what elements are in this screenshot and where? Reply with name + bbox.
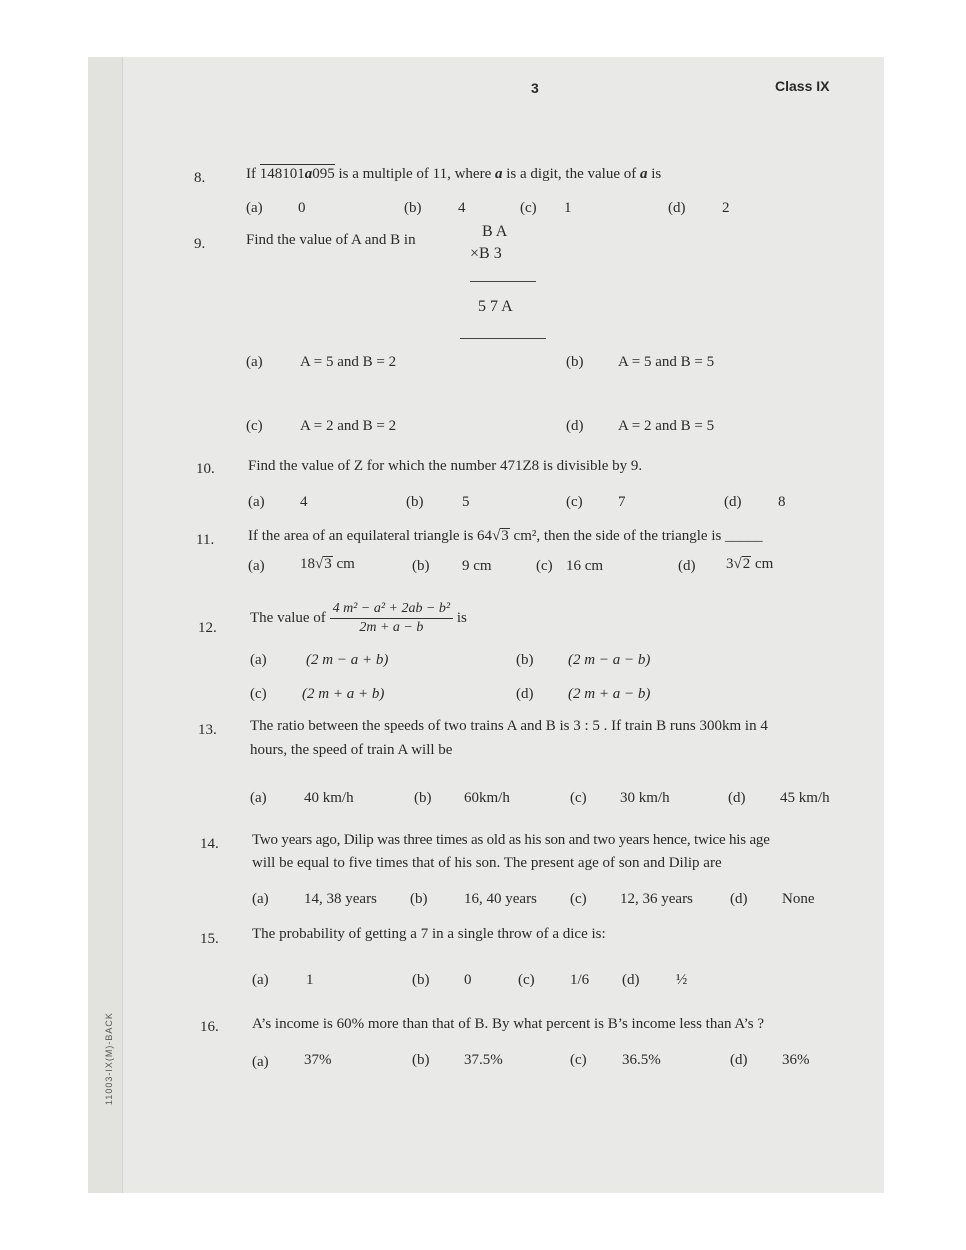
q13-option-d-label[interactable]: (d) <box>728 790 746 806</box>
q11-option-b-text: 9 cm <box>462 558 492 574</box>
q8-option-c-label[interactable]: (c) <box>520 200 537 216</box>
question-8-text <box>246 166 661 183</box>
q9-option-d-label[interactable]: (d) <box>566 418 584 434</box>
q12-option-c-label[interactable]: (c) <box>250 686 267 702</box>
q10-option-b-text: 5 <box>462 494 470 510</box>
q16-option-d-label[interactable]: (d) <box>730 1052 748 1068</box>
q12-fraction <box>330 601 454 636</box>
q16-option-b-label[interactable]: (b) <box>412 1052 430 1068</box>
question-14-number: 14. <box>200 836 219 852</box>
q8-option-d-text: 2 <box>722 200 730 216</box>
q8-option-b-label[interactable]: (b) <box>404 200 422 216</box>
q11-d-post: cm <box>751 556 774 572</box>
q13-option-a-text: 40 km/h <box>304 790 354 806</box>
q8-overline-digits: 148101 <box>259 166 305 182</box>
q9-option-b-label[interactable]: (b) <box>566 354 584 370</box>
q11-option-d-label[interactable]: (d) <box>678 558 696 574</box>
question-10-number: 10. <box>196 461 215 477</box>
q11-option-b-label[interactable]: (b) <box>412 558 430 574</box>
q13-option-d-text: 45 km/h <box>780 790 830 806</box>
q14-option-d-text: None <box>782 891 815 907</box>
q13-option-c-label[interactable]: (c) <box>570 790 587 806</box>
question-13-line-2: hours, the speed of train A will be <box>250 742 453 758</box>
q9-product: 5 7 A <box>478 298 513 315</box>
q8-text-end: is <box>647 166 662 182</box>
q9-option-c-text: A = 2 and B = 2 <box>300 418 397 434</box>
q12-option-d-label[interactable]: (d) <box>516 686 534 702</box>
question-16-text: A’s income is 60% more than that of B. By what percent is B’s income less than A’s ? <box>252 1016 765 1032</box>
q16-option-c-text: 36.5% <box>622 1052 661 1068</box>
q9-multiplicand: B A <box>482 223 508 240</box>
question-15-number: 15. <box>200 931 219 947</box>
q12-option-b-label[interactable]: (b) <box>516 652 534 668</box>
q9-option-d-text: A = 2 and B = 5 <box>618 418 715 434</box>
q14-option-c-text: 12, 36 years <box>620 891 693 907</box>
q11-option-c-label[interactable]: (c) <box>536 558 553 574</box>
q10-option-b-label[interactable]: (b) <box>406 494 424 510</box>
q12-option-b-text: (2 m − a − b) <box>568 652 651 668</box>
page-number: 3 <box>531 80 539 96</box>
q9-option-a-label[interactable]: (a) <box>246 354 263 370</box>
q9-rule-bottom <box>460 338 546 339</box>
question-14-line-2: will be equal to five times that of his son. The present age of son and Dilip are <box>252 855 722 871</box>
q15-option-d-label[interactable]: (d) <box>622 972 640 988</box>
q10-option-a-text: 4 <box>300 494 308 510</box>
q14-option-b-label[interactable]: (b) <box>410 891 428 907</box>
q10-option-a-label[interactable]: (a) <box>248 494 265 510</box>
q13-option-a-label[interactable]: (a) <box>250 790 267 806</box>
q15-option-a-text: 1 <box>306 972 314 988</box>
q12-denominator: 2m + a − b <box>359 620 424 635</box>
q8-text-post: is a digit, the value of <box>502 166 640 182</box>
q12-option-a-text: (2 m − a + b) <box>306 652 389 668</box>
q9-rule-top <box>470 281 536 282</box>
q8-option-a-text: 0 <box>298 200 306 216</box>
q11-d-root: 2 <box>742 556 751 572</box>
q15-option-a-label[interactable]: (a) <box>252 972 269 988</box>
q11-root-value: 3 <box>501 528 509 544</box>
q10-option-c-text: 7 <box>618 494 626 510</box>
q8-option-a-label[interactable]: (a) <box>246 200 263 216</box>
q13-option-c-text: 30 km/h <box>620 790 670 806</box>
question-16-number: 16. <box>200 1019 219 1035</box>
q14-option-c-label[interactable]: (c) <box>570 891 587 907</box>
q11-option-a-text: 18√3 cm <box>300 556 355 572</box>
q11-option-d-text: 3√2 cm <box>726 556 774 572</box>
question-11-number: 11. <box>196 532 215 548</box>
q11-a-pre: 18 <box>300 556 315 572</box>
q14-option-a-label[interactable]: (a) <box>252 891 269 907</box>
q11-d-pre: 3 <box>726 556 734 572</box>
q12-text-post: is <box>453 609 467 626</box>
q16-option-c-label[interactable]: (c) <box>570 1052 587 1068</box>
q15-option-d-text: ½ <box>676 972 688 988</box>
question-12-number: 12. <box>198 620 217 636</box>
q11-text-post: cm², then the side of the triangle is _____ <box>509 528 763 544</box>
q16-option-a-label[interactable]: (a) <box>252 1054 269 1070</box>
q8-number-overline <box>260 164 335 182</box>
q16-option-b-text: 37.5% <box>464 1052 503 1068</box>
q16-option-d-text: 36% <box>782 1052 810 1068</box>
q15-option-b-label[interactable]: (b) <box>412 972 430 988</box>
q11-a-post: cm <box>332 556 355 572</box>
q10-option-d-label[interactable]: (d) <box>724 494 742 510</box>
q8-text-pre: If <box>246 166 260 182</box>
q9-option-a-text: A = 5 and B = 2 <box>300 354 397 370</box>
q9-option-c-label[interactable]: (c) <box>246 418 263 434</box>
q11-text-pre: If the area of an equilateral triangle is 64 <box>248 528 493 544</box>
q13-option-b-text: 60km/h <box>464 790 510 806</box>
question-8-number: 8. <box>194 170 206 186</box>
q12-option-d-text: (2 m + a − b) <box>568 686 651 702</box>
q11-a-root: 3 <box>324 556 332 572</box>
question-12-text <box>250 601 467 636</box>
q14-option-d-label[interactable]: (d) <box>730 891 748 907</box>
question-9-text: Find the value of A and B in <box>246 232 416 248</box>
q15-option-b-text: 0 <box>464 972 472 988</box>
q8-var-a-2: a <box>639 166 648 182</box>
q11-option-a-label[interactable]: (a) <box>248 558 265 574</box>
q8-option-d-label[interactable]: (d) <box>668 200 686 216</box>
class-label: Class IX <box>775 78 830 94</box>
q9-multiplier: ×B 3 <box>470 245 502 262</box>
q12-numerator: 4 m² − a² + 2ab − b² <box>330 601 454 619</box>
q13-option-b-label[interactable]: (b) <box>414 790 432 806</box>
q8-var-a: a <box>495 166 503 182</box>
q15-option-c-text: 1/6 <box>570 972 590 988</box>
question-13-line-1: The ratio between the speeds of two trains A and B is 3 : 5 . If train B runs 300km in 4 <box>250 718 768 734</box>
question-14-line-1: Two years ago, Dilip was three times as old as his son and two years hence, twice his age <box>252 832 770 848</box>
side-print-code: 11003-IX(M)-BACK <box>104 1012 114 1105</box>
q9-option-b-text: A = 5 and B = 5 <box>618 354 715 370</box>
q15-option-c-label[interactable]: (c) <box>518 972 535 988</box>
q12-option-c-text: (2 m + a + b) <box>302 686 385 702</box>
question-13-number: 13. <box>198 722 217 738</box>
q14-option-b-text: 16, 40 years <box>464 891 537 907</box>
q8-option-b-text: 4 <box>458 200 466 216</box>
q10-option-c-label[interactable]: (c) <box>566 494 583 510</box>
q12-text-pre: The value of <box>250 609 330 626</box>
q12-option-a-label[interactable]: (a) <box>250 652 267 668</box>
question-9-number: 9. <box>194 236 206 252</box>
question-15-text: The probability of getting a 7 in a single throw of a dice is: <box>252 926 606 942</box>
q11-option-c-text: 16 cm <box>566 558 604 574</box>
question-10-text: Find the value of Z for which the number 471Z8 is divisible by 9. <box>248 458 643 474</box>
q8-overline-end: 095 <box>312 166 335 182</box>
q8-option-c-text: 1 <box>564 200 572 216</box>
question-11-text: If the area of an equilateral triangle is 64√3 cm², then the side of the triangle is _____ <box>248 528 763 544</box>
q8-overline-var: a <box>304 166 313 182</box>
q14-option-a-text: 14, 38 years <box>304 891 377 907</box>
q16-option-a-text: 37% <box>304 1052 332 1068</box>
q8-text-mid: is a multiple of 11, where <box>334 166 495 182</box>
q10-option-d-text: 8 <box>778 494 786 510</box>
